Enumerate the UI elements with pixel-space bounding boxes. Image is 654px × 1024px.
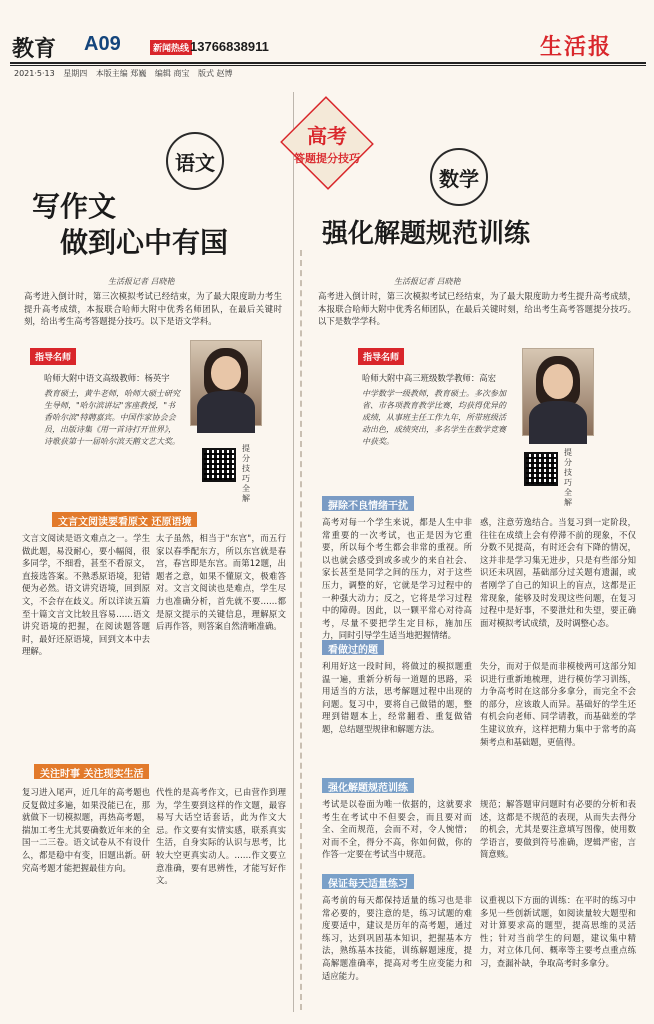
mentor-photo xyxy=(522,348,594,436)
math-section-2-col2: 失分，而对于似是而非模棱两可这部分知识进行重新地梳理，进行模仿学习训练，力争高考时在这部分多拿分，而完全不会的部分，应该敢人而异。基础好的学生还有机会向老师、同学请教，而基础差的学生建议放弃，这样把精力集中于常考的高频考点和基础题，更值得。 xyxy=(480,661,636,747)
column-divider xyxy=(293,92,294,1012)
badge-title: 高考 xyxy=(307,124,347,148)
mentor-name: 哈师大附中语文高级教师：杨英宇 xyxy=(44,373,170,383)
layout-editor: 版式 赵博 xyxy=(198,69,233,78)
mentor-bio: 教育硕士，黄牛老师，哈师大硕士研究生导师，"哈尔滨讲坛"客座教授，"书香哈尔滨"特聘嘉宾。中国作家协会会员，出版诗集《用一首诗打开世界》，诗歌获第十一届哈尔滨天鹅文艺大奖。 xyxy=(44,389,180,446)
hotline-tag: 新闻热线 xyxy=(150,40,192,55)
gaokao-badge xyxy=(262,98,392,188)
chinese-section-2-col2: 代性的是高考作文，已由营作到理为，学生要到这样的作文题，最容易写大话空话套话，此为作文大忌。作文要有实情实感，联系真实生活，自身实际的认识与思考，比较大空更真实动人。……作文要立意准确，要有思辨性，才能写好作文。 xyxy=(156,787,286,886)
qr-label: 提分技巧全解 xyxy=(564,448,572,507)
chinese-byline: 生活报记者 吕晓艳 xyxy=(108,277,175,286)
math-section-4-col2: 议重视以下方面的训练：在平时的练习中多见一些创新试题，如阅读量较大题型和对计算要求高的题型，提高思维的灵活性；针对当前学生的问题，建议集中精力，对立体几何、概率等主要考点重点练习，查漏补缺，争取高考时多拿分。 xyxy=(480,895,636,968)
subject-circle-chinese: 语文 xyxy=(166,132,224,190)
chinese-section-1-heading: 文言文阅读要看原文 还原语境 xyxy=(52,512,197,527)
math-section-4-col1: 高考前的每天都保持适量的练习也是非常必要的，要注意的是，练习试题的难度要适中，建议是历年的高考题，通过练习，达到巩固基本知识，把握基本方法，熟练基本技能，训练解题速度，提高解题准确率，提高对考生应变能力和适应能力。 xyxy=(322,895,472,981)
chinese-section-2-heading: 关注时事 关注现实生活 xyxy=(34,764,149,779)
mentor-tag: 指导名师 xyxy=(30,348,76,365)
masthead xyxy=(0,0,654,62)
section-title: 教育 xyxy=(12,36,57,62)
mentor-photo xyxy=(190,340,262,426)
chinese-section-1-col1: 文言文阅读是语文难点之一。学生做此题，易没耐心，要小幅阅，很多同学，不细看，甚至不看原文，直接选答案。不熟悉原语境，犯错便为必然。语文讲究语境，回到原文，不会存在歧义。所以详读五篇至十篇文言文比较且容易……语文讲究语境的把握，在阅读题答题时，最好还原语境，回到文本中去理解。 xyxy=(22,533,150,657)
math-section-1-heading: 摒除不良情绪干扰 xyxy=(322,496,414,511)
page-number: A09 xyxy=(84,33,121,55)
mentor-name: 哈师大附中高三班级数学教师：高宏 xyxy=(362,373,496,383)
masthead-rule xyxy=(10,62,646,64)
issue-date: 2021·5·13 xyxy=(14,69,55,78)
chinese-headline-1: 写作文 xyxy=(32,190,117,223)
newspaper-logo: 生活报 xyxy=(540,34,613,60)
chinese-section-1-col2: 太子虽然，相当于"东宫"，而五行家以春季配东方，所以东宫就是春宫，春宫即是东宫。而第12题，出题者之意，如果不懂原文，极难答对。文言文阅读也是难点，学生尽力也准确分析，首先就不要……都是原文提示的关键信息，理解原文后再作答，则答案自然清晰准确。 xyxy=(156,533,286,632)
masthead-rule-thin xyxy=(10,65,646,66)
subject-circle-math: 数学 xyxy=(430,148,488,206)
hotline-number: 13766838911 xyxy=(190,39,269,54)
issue-weekday: 星期四 xyxy=(63,69,88,78)
qr-code-icon[interactable] xyxy=(202,448,236,482)
qr-code-icon[interactable] xyxy=(524,452,558,486)
math-section-3-col1: 考试是以卷面为唯一依据的，这就要求考生在考试中不但要会，而且要对而全、全而规范，会而不对，令人惋惜；对而不全，得分不高，你如何做，你的作答一定要在考试当中规范。 xyxy=(322,799,472,860)
chinese-mentor-box xyxy=(30,348,286,503)
math-byline: 生活报记者 吕晓艳 xyxy=(394,277,461,286)
math-headline: 强化解题规范训练 xyxy=(322,219,531,249)
editor: 编辑 商宝 xyxy=(154,69,190,78)
mentor-tag: 指导名师 xyxy=(358,348,404,365)
chief-editor: 本版主编 郑巍 xyxy=(95,69,147,78)
issue-info xyxy=(14,68,239,79)
chinese-section-2-col1: 复习进入尾声，近几年的高考题也反复做过多遍，如果没能已在，那就做下一切模拟题，再热高考题，揣加工考生尤其要确数近年来的全国一二三卷。语文试卷从不有设什么，都是稳中有变，旧题出新。研究高考题才能把握最佳方向。 xyxy=(22,787,150,873)
chinese-headline-2: 做到心中有国 xyxy=(60,226,229,259)
math-section-1-col2: 惑，注意劳逸结合。当复习到一定阶段，往往在成绩上会有停滞不前的现象，不仅分数不见提高，有时还会有下降的情况，这并非是学习集无进步，只是有些部分知识还未巩固，基础部分过关题有遗漏，或者刚学了自己的知识上的盲点，这都是正常现象，能够及时发现这些问题，在复习过程中是好事，不要泄灶和失望，要正确面对模拟考试成绩，及时调整心态。 xyxy=(480,517,636,628)
math-section-2-heading: 看做过的题 xyxy=(322,640,384,655)
badge-subtitle: 答题提分技巧 xyxy=(294,152,360,165)
math-section-3-col2: 规范；解答题审问题时有必要的分析和表述，这都是不规范的表现，从而失去得分的机会，尤其是要注意填写图像，使用数学语言，要做到符号准确，逻辑严密，言简意赅。 xyxy=(480,799,636,860)
dashed-divider xyxy=(300,250,302,1010)
math-section-4-heading: 保证每天适量练习 xyxy=(322,874,414,889)
mentor-bio: 中学数学一级教师，教育硕士。多次参加省、市各项教育教学比赛，均获得优异的成绩，从事班主任工作九年，所带班级活动出色，成绩突出，多名学生在数学竞赛中获奖。 xyxy=(362,389,506,446)
qr-label: 提分技巧全解 xyxy=(242,444,250,503)
math-section-3-heading: 强化解题规范训练 xyxy=(322,778,414,793)
math-section-2-col1: 利用好这一段时间，将做过的模拟题重温一遍，重新分析每一道题的思路，采用适当的方法，思考解题过程中出现的问题。复习中，要将自己做错的题，整理到错题本上，经常翻看、重复做错题，总结题型规律和解题方法。 xyxy=(322,661,472,734)
math-intro: 高考进入倒计时，第三次模拟考试已经结束，为了最大限度助力考生提升高考成绩，本报联合哈师大附中优秀名师团队，在最后关键时刻，给出考生高考答题提分技巧。以下是数学学科。 xyxy=(318,291,636,327)
math-section-1-col1: 高考对每一个学生来说，都是人生中非常重要的一次考试，也正是因为它重要，所以每个考生都会非常的重视。所以也就会感受到或多或少的来自社会、家长甚至是同学之间的压力，对于这些压力，调整的好，它就是学习过程中的一种强大动力；反之，它将是学习过程中的障碍。因此，以一颗平常心对待高考，尽量不要把学生定目标，施加压力，同时引导学生适当地把握情绪。 xyxy=(322,517,472,641)
chinese-intro: 高考进入倒计时，第三次模拟考试已经结束，为了最大限度助力考生提升高考成绩，本报联合哈师大附中优秀名师团队，在最后关键时刻，给出考生高考答题提分技巧。以下是语文学科。 xyxy=(24,291,282,327)
